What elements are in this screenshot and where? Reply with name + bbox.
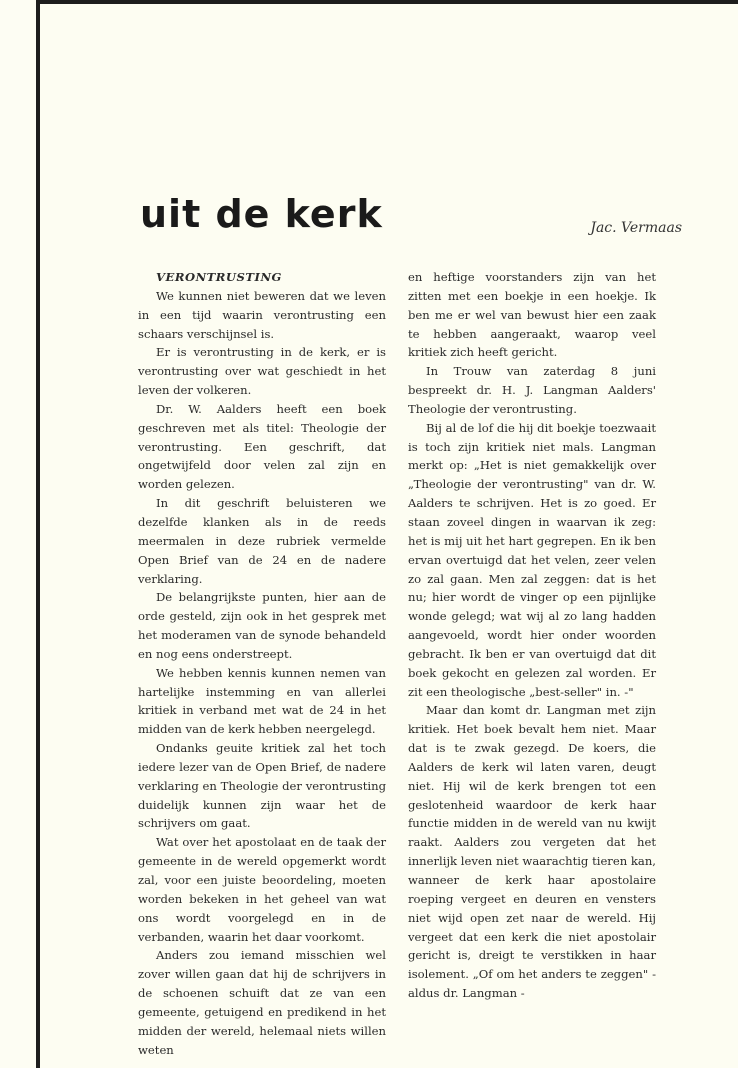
paragraph: In dit geschrift beluisteren we dezelfde klanken als in de reeds meermalen in deze rubriek vermelde Open Brief van de 24 en de nadere verklaring. [138,496,386,586]
paragraph: Ondanks geuite kritiek zal het toch iedere lezer van de Open Brief, de nadere verklaring en Theologie der verontrusting duidelijk kunnen zijn waar het de schrijvers om gaat. [138,741,386,831]
author-name: Jac. Vermaas [590,220,682,236]
paragraph: Wat over het apostolaat en de taak der gemeente in de wereld opgemerkt wordt zal, voor een juiste beoordeling, moeten worden bekeken in het geheel van wat ons wordt voorgelegd en in de verbanden, waarin het daar voorkomt. [138,835,386,944]
paragraph: Bij al de lof die hij dit boekje toezwaait is toch zijn kritiek niet mals. Langman merkt op: „Het is niet gemakkelijk over „Theologie der verontrusting" van dr. W. Aalders te schrijven. Het is zo goed. Er staan zoveel dingen in waarvan ik zeg: het is mij uit het hart gegrepen. En ik ben ervan overtuigd dat het velen, zeer velen zo zal gaan. Men zal zeggen: dat is het nu; hier wordt de vinger op een pijnlijke wonde gelegd; wat wij al zo lang hadden aangevoeld, wordt hier onder woorden gebracht. Ik ben er van overtuigd dat dit boek gekocht en gelezen zal worden. Er zit een theologische „best-seller" in. -" [408,420,656,699]
paragraph: en heftige voorstanders zijn van het zitten met een boekje in een hoekje. Ik ben me er wel van bewust hier een zaak te hebben aangeraakt, waarop veel kritiek zich heeft gericht. [408,270,656,360]
paragraph: In Trouw van zaterdag 8 juni bespreekt dr. H. J. Langman Aalders' Theologie der verontrusting. [408,364,656,416]
paragraph: Er is verontrusting in de kerk, er is verontrusting over wat geschiedt in het leven der volkeren. [138,345,386,398]
paragraph: We hebben kennis kunnen nemen van hartelijke instemming en van allerlei kritiek in verband met wat de 24 in het midden van de kerk hebben neergelegd. [138,665,386,737]
paragraph: We kunnen niet beweren dat we leven in een tijd waarin verontrusting een schaars verschijnsel is. [138,288,386,341]
left-column [138,268,386,1059]
paragraph: Anders zou iemand misschien wel zover willen gaan dat hij de schrijvers in de schoenen schuift dat ze van een gemeente, getuigend en predikend in het midden der wereld, helemaal niets willen weten [138,948,386,1057]
section-heading: uit de kerk [140,192,383,236]
right-column [408,268,656,1003]
article-title: VERONTRUSTING [156,270,282,284]
paragraph: De belangrijkste punten, hier aan de orde gesteld, zijn ook in het gesprek met het moderamen van de synode behandeld en nog eens onderstreept. [138,590,386,661]
paragraph: Maar dan komt dr. Langman met zijn kritiek. Het boek bevalt hem niet. Maar dat is te zwak gezegd. De koers, die Aalders de kerk wil laten varen, deugt niet. Hij wil de kerk brengen tot een geslotenheid waardoor de kerk haar functie midden in de wereld van nu kwijt raakt. Aalders zou vergeten dat het innerlijk leven niet waarachtig tieren kan, wanneer de kerk haar apostolaire roeping vergeet en deuren en vensters niet wijd open zet naar de wereld. Hij vergeet dat een kerk die niet apostolair gericht is, dreigt te verstikken in haar isolement. „Of om het anders te zeggen" - aldus dr. Langman - [408,703,656,1001]
paragraph: Dr. W. Aalders heeft een boek geschreven met als titel: Theologie der verontrusting. Een geschrift, dat ongetwijfeld door velen zal zijn en worden gelezen. [138,401,386,492]
